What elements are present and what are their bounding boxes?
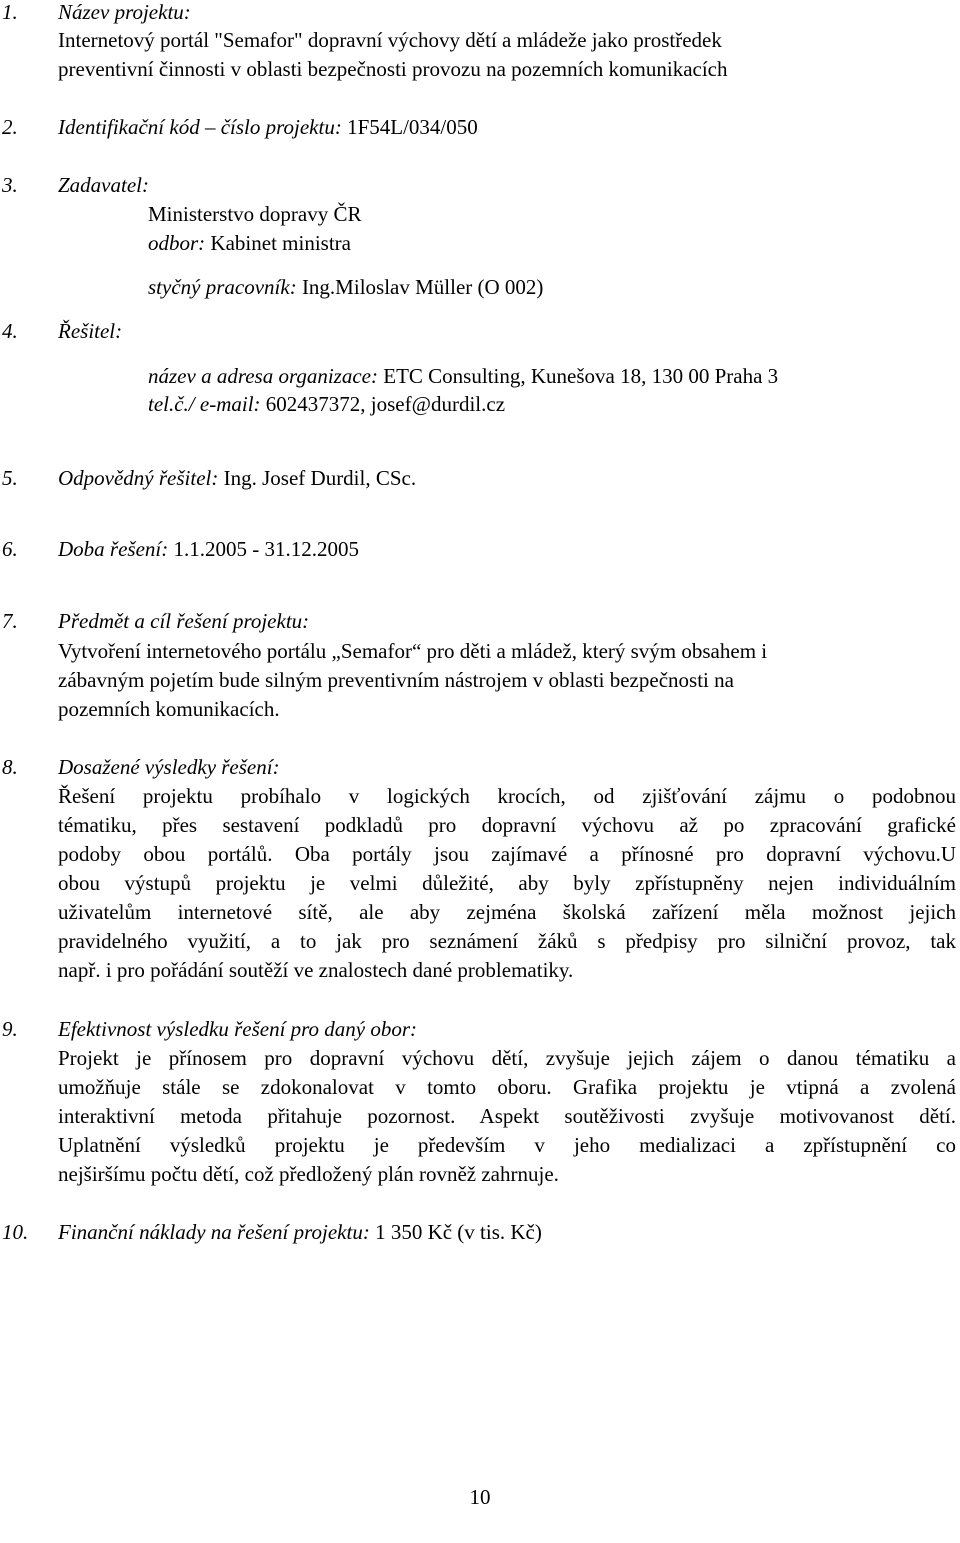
section-10-number: 10.: [2, 1220, 29, 1244]
section-9-line-5: nejširšímu počtu dětí, což předložený plán rovněž zahrnuje.: [58, 1162, 559, 1186]
section-8-number: 8.: [2, 755, 18, 779]
section-9-body: [58, 1044, 956, 1189]
section-2-number: 2.: [2, 115, 18, 139]
section-3-contact-label: styčný pracovník:: [148, 275, 297, 299]
section-7-line-2: zábavným pojetím bude silným preventivním nástrojem v oblasti bezpečnosti na: [58, 668, 734, 692]
section-9-line-1: Projekt je přínosem pro dopravní výchovu dětí, zvyšuje jejich zájem o danou tématiku a: [58, 1046, 956, 1070]
section-4-tel-label: tel.č./ e-mail:: [148, 392, 261, 416]
page-number: 10: [469, 1485, 491, 1509]
section-6-label: Doba řešení:: [58, 537, 169, 561]
section-2-label: Identifikační kód – číslo projektu:: [58, 115, 342, 139]
section-5-row: [58, 464, 416, 492]
section-7-line-1: Vytvoření internetového portálu „Semafor“ pro děti a mládež, který svým obsahem i: [58, 639, 768, 663]
section-10-label: Finanční náklady na řešení projektu:: [58, 1220, 370, 1244]
section-3-dept-value: Kabinet ministra: [210, 231, 351, 255]
section-1-line-1: Internetový portál "Semafor" dopravní výchovy dětí a mládeže jako prostředek: [58, 28, 722, 52]
section-6-number: 6.: [2, 537, 18, 561]
section-3-contact-row: [148, 273, 543, 301]
section-3-label: Zadavatel:: [58, 173, 149, 197]
section-4-org-value: ETC Consulting, Kunešova 18, 130 00 Praha 3: [383, 364, 779, 388]
section-7-number: 7.: [2, 609, 18, 633]
section-5-value: Ing. Josef Durdil, CSc.: [223, 466, 417, 490]
section-10-value: 1 350 Kč (v tis. Kč): [375, 1220, 542, 1244]
section-8-line-7: např. i pro pořádání soutěží ve znalostech dané problematiky.: [58, 958, 574, 982]
section-4-label: Řešitel:: [58, 319, 123, 343]
section-3-number: 3.: [2, 173, 18, 197]
section-4-tel-value: 602437372, josef@durdil.cz: [265, 392, 506, 416]
section-6-row: [58, 535, 359, 563]
section-2-row: [58, 113, 478, 141]
section-2-value: 1F54L/034/050: [347, 115, 478, 139]
section-4-org-label: název a adresa organizace:: [148, 364, 378, 388]
section-4-tel-row: [148, 390, 505, 418]
section-7-body: [58, 637, 956, 724]
section-3-contact-value: Ing.Miloslav Müller (O 002): [301, 275, 544, 299]
section-5-label: Odpovědný řešitel:: [58, 466, 219, 490]
section-9-line-2: umožňuje stále se zdokonalovat v tomto oboru. Grafika projektu je vtipná a zvolená: [58, 1075, 956, 1099]
section-9-line-3: interaktivní metoda přitahuje pozornost. Aspekt soutěživosti zvyšuje motivovanost dětí.: [58, 1104, 956, 1128]
section-8-label: Dosažené výsledky řešení:: [58, 755, 280, 779]
section-1-number: 1.: [2, 0, 18, 24]
section-9-line-4: Uplatnění výsledků projektu je především v jeho medializaci a zpřístupnění co: [58, 1133, 956, 1157]
section-8-line-1: Řešení projektu probíhalo v logických krocích, od zjišťování zájmu o podobnou: [58, 784, 956, 808]
section-8-line-3: podoby obou portálů. Oba portály jsou zajímavé a přínosné pro dopravní výchovu.U: [58, 842, 956, 866]
section-9-number: 9.: [2, 1017, 18, 1041]
section-3-dept-row: [148, 229, 351, 257]
section-5-number: 5.: [2, 466, 18, 490]
section-3-ministry: Ministerstvo dopravy ČR: [148, 202, 362, 226]
section-1-line-2: preventivní činnosti v oblasti bezpečnosti provozu na pozemních komunikacích: [58, 57, 728, 81]
section-4-org-row: [148, 362, 778, 390]
section-4-number: 4.: [2, 319, 18, 343]
section-1-label: Název projektu:: [58, 0, 191, 24]
section-8-line-6: pravidelného využití, a to jak pro seznámení žáků s předpisy pro silniční provoz, tak: [58, 929, 956, 953]
section-8-body: [58, 782, 956, 985]
section-7-label: Předmět a cíl řešení projektu:: [58, 609, 310, 633]
section-8-line-2: tématiku, přes sestavení podkladů pro dopravní výchovu až po zpracování grafické: [58, 813, 956, 837]
section-6-value: 1.1.2005 - 31.12.2005: [173, 537, 359, 561]
section-8-line-4: obou výstupů projektu je velmi důležité, aby byly zpřístupněny nejen individuálním: [58, 871, 956, 895]
section-10-row: [58, 1218, 542, 1246]
section-9-label: Efektivnost výsledku řešení pro daný obor:: [58, 1017, 418, 1041]
section-3-dept-label: odbor:: [148, 231, 206, 255]
section-8-line-5: uživatelům internetové sítě, ale aby zejména školská zařízení měla možnost jejich: [58, 900, 956, 924]
section-7-line-3: pozemních komunikacích.: [58, 697, 280, 721]
